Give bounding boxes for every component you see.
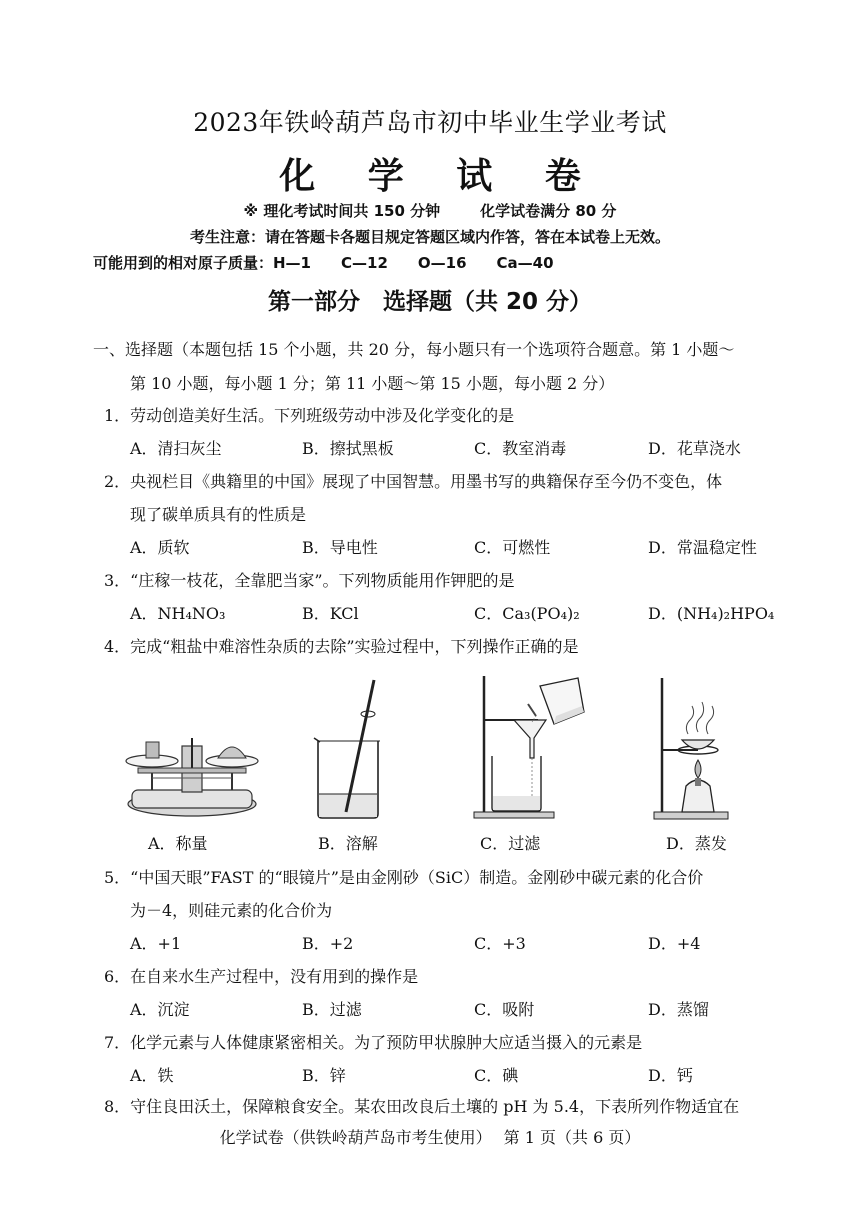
- question-7-option-a: A．铁: [130, 1066, 174, 1085]
- time-note: ※ 理化考试时间共 150 分钟: [243, 202, 441, 220]
- question-1-stem: 1．劳动创造美好生活。下列班级劳动中涉及化学变化的是: [104, 406, 515, 425]
- question-6-option-a: A．沉淀: [130, 1000, 190, 1019]
- section-instruction-line1: 一、选择题（本题包括 15 个小题，共 20 分，每小题只有一个选项符合题意。第 1 小题～: [93, 340, 735, 359]
- page-footer: [0, 1125, 860, 1148]
- figure-caption-d: D．蒸发: [666, 834, 727, 853]
- question-3-option-c: C．Ca₃(PO₄)₂: [474, 604, 580, 623]
- dissolving-beaker-figure: [308, 676, 388, 821]
- question-4-stem: 4．完成“粗盐中难溶性杂质的去除”实验过程中，下列操作正确的是: [104, 637, 579, 656]
- question-1-option-d: D．花草浇水: [648, 439, 741, 458]
- section-instruction-line2: 第 10 小题，每小题 1 分；第 11 小题～第 15 小题，每小题 2 分）: [130, 374, 615, 393]
- subject-title: 化 学 试 卷: [279, 155, 601, 197]
- question-3-option-d: D．(NH₄)₂HPO₄: [648, 604, 775, 623]
- question-2-option-c: C．可燃性: [474, 538, 551, 557]
- figure-caption-b: B．溶解: [318, 834, 378, 853]
- question-5-option-b: B．+2: [302, 934, 354, 953]
- question-2-option-b: B．导电性: [302, 538, 378, 557]
- question-5-option-a: A．+1: [130, 934, 182, 953]
- exam-time-line: [0, 200, 860, 221]
- question-2-stem-line1: 2．央视栏目《典籍里的中国》展现了中国智慧。用墨书写的典籍保存至今仍不变色，体: [104, 472, 723, 491]
- notice-line: 考生注意：请在答题卡各题目规定答题区域内作答，答在本试卷上无效。: [189, 228, 670, 246]
- atomic-mass-o: O—16: [417, 254, 467, 272]
- question-6-option-b: B．过滤: [302, 1000, 362, 1019]
- question-3-stem: 3．“庄稼一枝花，全靠肥当家”。下列物质能用作钾肥的是: [104, 571, 515, 590]
- question-3-option-b: B．KCl: [302, 604, 359, 623]
- question-2-option-d: D．常温稳定性: [648, 538, 757, 557]
- weighing-balance-figure: [122, 728, 262, 820]
- footer-text: 化学试卷（供铁岭葫芦岛市考生使用）: [219, 1128, 492, 1147]
- question-7-stem: 7．化学元素与人体健康紧密相关。为了预防甲状腺肿大应适当摄入的元素是: [104, 1033, 643, 1052]
- question-1-option-a: A．清扫灰尘: [130, 439, 222, 458]
- evaporation-figure: [652, 674, 732, 822]
- score-note: 化学试卷满分 80 分: [480, 202, 617, 220]
- question-2-option-a: A．质软: [130, 538, 190, 557]
- question-5-option-d: D．+4: [648, 934, 701, 953]
- atomic-mass-line: [93, 252, 584, 273]
- question-5-option-c: C．+3: [474, 934, 526, 953]
- question-2-stem-line2: 现了碳单质具有的性质是: [130, 505, 307, 524]
- question-8-stem: 8．守住良田沃土，保障粮食安全。某农田改良后土壤的 pH 为 5.4，下表所列作物适宜在: [104, 1097, 740, 1116]
- question-3-option-a: A．NH₄NO₃: [130, 604, 226, 623]
- question-5-stem-line1: 5．“中国天眼”FAST 的“眼镜片”是由金刚砂（SiC）制造。金刚砂中碳元素的化合价: [104, 868, 704, 887]
- question-6-stem: 6．在自来水生产过程中，没有用到的操作是: [104, 967, 419, 986]
- question-6-option-c: C．吸附: [474, 1000, 535, 1019]
- question-6-option-d: D．蒸馏: [648, 1000, 709, 1019]
- atomic-mass-ca: Ca—40: [496, 254, 554, 272]
- atomic-mass-label: 可能用到的相对原子质量：H—1: [93, 254, 311, 272]
- filtration-figure: [470, 672, 590, 822]
- question-7-option-d: D．钙: [648, 1066, 693, 1085]
- atomic-mass-c: C—12: [341, 254, 388, 272]
- figure-caption-c: C．过滤: [480, 834, 541, 853]
- footer-page-number: 第 1 页（共 6 页）: [503, 1128, 641, 1147]
- question-7-option-c: C．碘: [474, 1066, 519, 1085]
- figure-caption-a: A．称量: [148, 834, 208, 853]
- question-1-option-b: B．擦拭黑板: [302, 439, 394, 458]
- question-5-stem-line2: 为－4，则硅元素的化合价为: [130, 901, 333, 920]
- question-7-option-b: B．锌: [302, 1066, 346, 1085]
- question-1-option-c: C．教室消毒: [474, 439, 567, 458]
- exam-title: 2023年铁岭葫芦岛市初中毕业生学业考试: [193, 108, 667, 137]
- part-heading: 第一部分 选择题（共 20 分）: [267, 289, 593, 315]
